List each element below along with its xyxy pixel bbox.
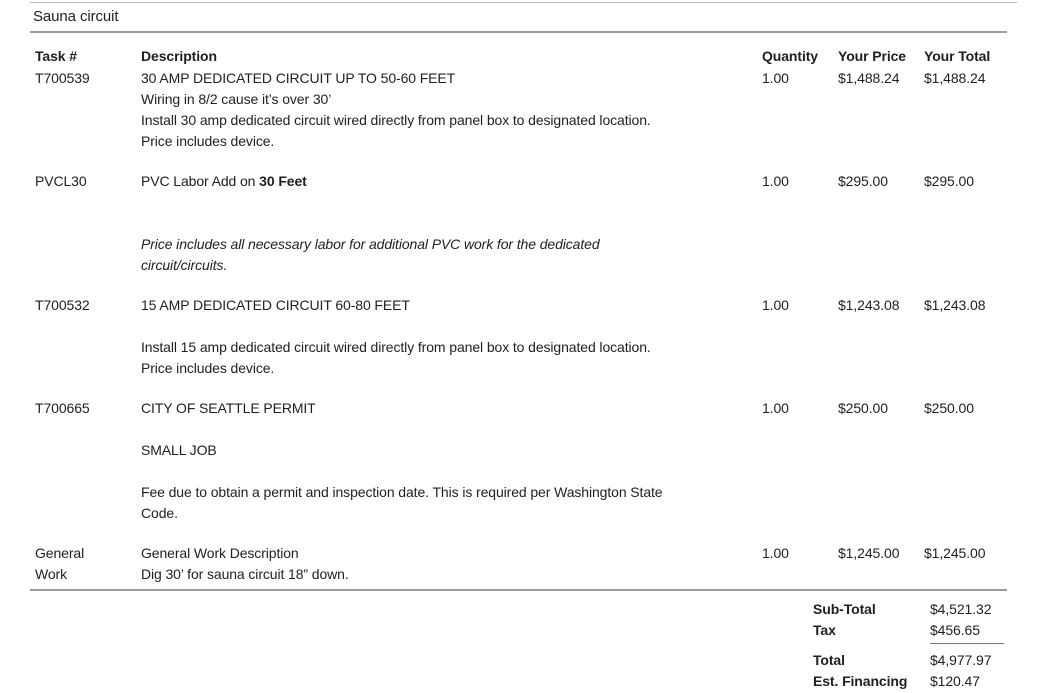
total-label: Sub-Total — [813, 601, 876, 617]
table-row — [35, 398, 1007, 524]
table-row — [35, 543, 1007, 585]
line-items-table — [35, 46, 1007, 585]
description-text: 15 AMP DEDICATED CIRCUIT 60-80 FEET — [141, 297, 410, 313]
item-total: $1,245.00 — [924, 545, 986, 561]
description-line — [141, 192, 762, 213]
description-text: SMALL JOB — [141, 442, 217, 458]
description-line — [141, 543, 762, 564]
item-description — [141, 295, 762, 379]
item-quantity: 1.00 — [762, 545, 789, 561]
item-quantity: 1.00 — [762, 70, 789, 86]
description-text: Dig 30’ for sauna circuit 18” down. — [141, 566, 349, 582]
description-line — [141, 89, 762, 110]
description-text: Install 15 amp dedicated circuit wired directly from panel box to designated location. — [141, 339, 651, 355]
table-row — [35, 68, 1007, 152]
total-value: $4,521.32 — [930, 601, 992, 617]
item-total: $295.00 — [924, 173, 974, 189]
table-row — [35, 171, 1007, 276]
item-price: $1,243.08 — [838, 297, 900, 313]
description-line — [141, 440, 762, 461]
column-header-quantity: Quantity — [762, 48, 818, 64]
description-line — [141, 482, 762, 503]
totals-row — [813, 671, 1007, 692]
item-quantity: 1.00 — [762, 173, 789, 189]
description-line — [141, 234, 762, 255]
table-bottom-divider — [30, 589, 1007, 591]
description-text: Fee due to obtain a permit and inspection date. This is required per Washington State — [141, 484, 663, 500]
task-number: T700539 — [35, 70, 90, 86]
item-quantity: 1.00 — [762, 400, 789, 416]
description-line — [141, 316, 762, 337]
description-text: Price includes device. — [141, 133, 275, 149]
table-body — [35, 68, 1007, 585]
item-quantity: 1.00 — [762, 297, 789, 313]
column-header-description: Description — [141, 48, 217, 64]
description-text: CITY OF SEATTLE PERMIT — [141, 400, 316, 416]
description-line — [141, 461, 762, 482]
column-header-price: Your Price — [838, 48, 906, 64]
item-total: $1,243.08 — [924, 297, 986, 313]
table-header-row — [35, 46, 1007, 67]
total-value: $4,977.97 — [930, 652, 992, 668]
description-text: 30 Feet — [259, 173, 307, 189]
description-line — [141, 358, 762, 379]
item-price: $295.00 — [838, 173, 888, 189]
description-text: Price includes device. — [141, 360, 275, 376]
description-text: PVC Labor Add on — [141, 173, 260, 189]
description-line — [141, 171, 762, 192]
item-description — [141, 398, 762, 524]
item-total: $1,488.24 — [924, 70, 986, 86]
description-line — [141, 503, 762, 524]
section-title: Sauna circuit — [33, 8, 119, 25]
item-description — [141, 171, 762, 276]
description-text: Wiring in 8/2 cause it’s over 30’ — [141, 91, 332, 107]
description-text: 30 AMP DEDICATED CIRCUIT UP TO 50-60 FEET — [141, 70, 456, 86]
item-description — [141, 68, 762, 152]
description-line — [141, 295, 762, 316]
item-price: $250.00 — [838, 400, 888, 416]
description-line — [141, 255, 762, 276]
task-number: PVCL30 — [35, 173, 87, 189]
item-price: $1,245.00 — [838, 545, 900, 561]
item-price: $1,488.24 — [838, 70, 900, 86]
totals-row — [813, 599, 1007, 620]
total-label: Tax — [813, 622, 836, 638]
description-line — [141, 68, 762, 89]
description-line — [141, 213, 762, 234]
description-line — [141, 564, 762, 585]
task-number: General Work — [35, 545, 85, 582]
description-line — [141, 398, 762, 419]
description-text: Install 30 amp dedicated circuit wired directly from panel box to designated location. — [141, 112, 651, 128]
total-value: $120.47 — [930, 673, 980, 689]
column-header-task: Task # — [35, 48, 77, 64]
totals-subtotal-group — [813, 599, 1007, 641]
description-line — [141, 337, 762, 358]
totals-total-group — [813, 650, 1007, 692]
total-value: $456.65 — [930, 622, 980, 638]
description-text: circuit/circuits. — [141, 257, 228, 273]
task-number: T700665 — [35, 400, 90, 416]
title-divider — [30, 31, 1007, 33]
description-line — [141, 110, 762, 131]
task-number: T700532 — [35, 297, 90, 313]
description-line — [141, 419, 762, 440]
column-header-total: Your Total — [924, 48, 991, 64]
totals-summary — [813, 599, 1007, 692]
totals-divider — [930, 643, 1004, 644]
description-line — [141, 131, 762, 152]
totals-row — [813, 620, 1007, 641]
totals-row — [813, 650, 1007, 671]
top-divider — [30, 2, 1017, 3]
description-text: Code. — [141, 505, 178, 521]
total-label: Est. Financing — [813, 673, 908, 689]
item-description — [141, 543, 762, 585]
table-row — [35, 295, 1007, 379]
description-text: General Work Description — [141, 545, 299, 561]
item-total: $250.00 — [924, 400, 974, 416]
total-label: Total — [813, 652, 845, 668]
description-text: Price includes all necessary labor for additional PVC work for the dedicated — [141, 236, 600, 252]
